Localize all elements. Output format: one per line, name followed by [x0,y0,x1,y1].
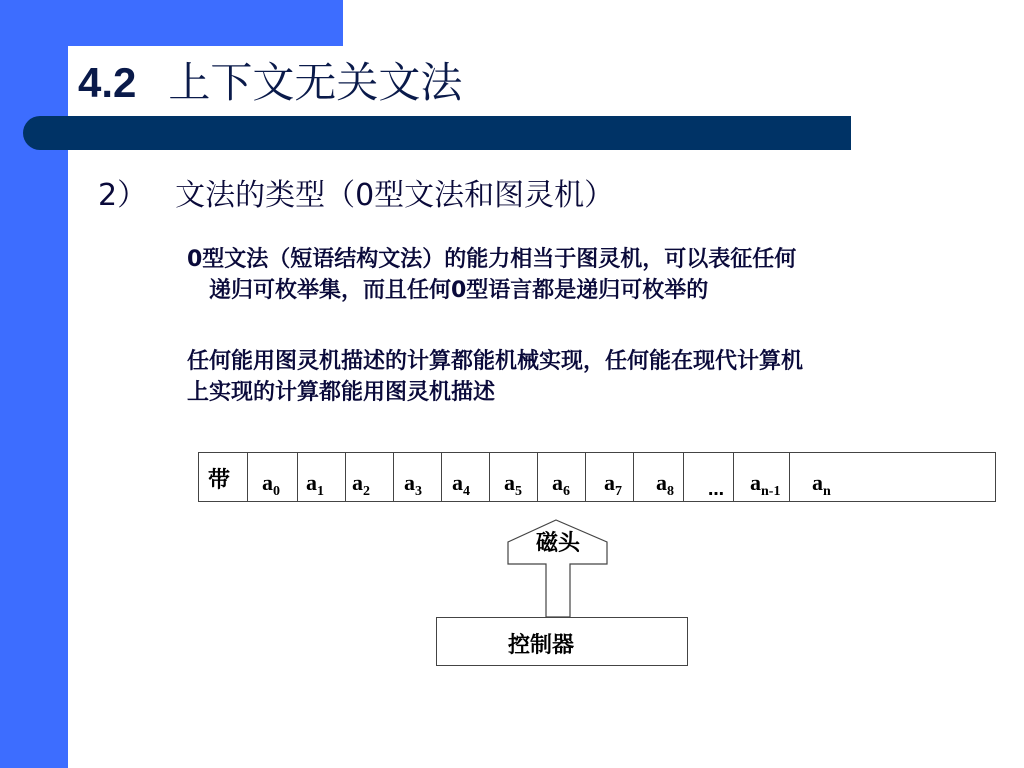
paragraph1-line1: 0型文法（短语结构文法）的能力相当于图灵机，可以表征任何 [187,247,797,272]
tape-symbol-a1: $a_1$ [306,470,324,499]
tape-label: 带 [208,468,231,493]
tape-symbol-a6: $a_6$ [552,470,570,499]
tape-ellipsis: … [708,480,724,499]
subtitle-number: 2） [98,178,148,213]
tape-symbol-an-1: $a_{n-1}$ [750,470,781,499]
section-number: 4.2 [78,59,137,106]
title-text: 上下文无关文法 [168,58,463,107]
tape-symbol-an: $a_n$ [812,470,831,499]
paragraph2-line1: 任何能用图灵机描述的计算都能机械实现，任何能在现代计算机 [187,349,804,374]
head-label: 磁头 [536,531,581,556]
tape-symbol-a0: $a_0$ [262,470,280,499]
subtitle-text: 文法的类型（0型文法和图灵机） [175,178,615,213]
tape-symbol-a5: $a_5$ [504,470,522,499]
paragraph1-line2: 递归可枚举集，而且任何0型语言都是递归可枚举的 [209,278,709,303]
tape-symbol-a7: $a_7$ [604,470,622,499]
tape-symbol-a2: $a_2$ [352,470,370,499]
tape-symbol-a4: $a_4$ [452,470,470,499]
controller-label: 控制器 [508,633,575,658]
tape-symbol-a3: $a_3$ [404,470,422,499]
tape-symbol-a8: $a_8$ [656,470,674,499]
paragraph2-line2: 上实现的计算都能用图灵机描述 [187,380,496,405]
